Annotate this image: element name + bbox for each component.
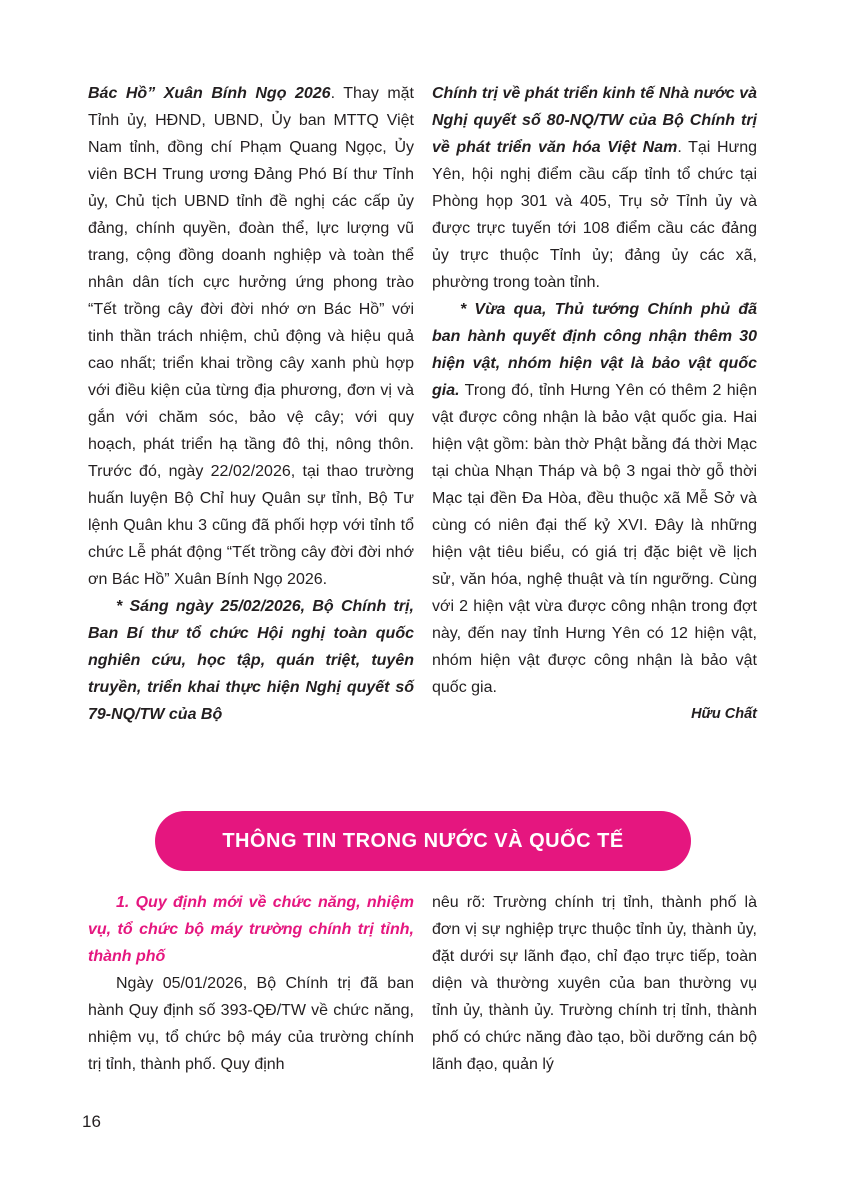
- body-text: Trong đó, tỉnh Hưng Yên có thêm 2 hiện vật được công nhận là bảo vật quốc gia. Hai hiện vật gồm: bàn thờ Phật bằng đá thời Mạc tại chùa Nhạn Tháp và bộ 3 ngai thờ gỗ thời Mạc tại đền Đa Hòa, đều thuộc xã Mễ Sở và cùng có niên đại thế kỷ XVI. Đây là những hiện vật tiêu biểu, có giá trị đặc biệt về lịch sử, văn hóa, nghệ thuật và tín ngưỡng. Cùng với 2 hiện vật vừa được công nhận trong đợt này, đến nay tỉnh Hưng Yên có 12 hiện vật, nhóm hiện vật được công nhận là bảo vật quốc gia.: [432, 382, 757, 696]
- section-header-title: THÔNG TIN TRONG NƯỚC VÀ QUỐC TẾ: [222, 829, 624, 852]
- paragraph: [432, 80, 757, 296]
- bold-italic-text: Chính trị về phát triển kinh tế Nhà nước và Nghị quyết số 80-NQ/TW của Bộ Chính trị về phát triển văn hóa Việt Nam: [432, 85, 757, 156]
- article-column-bottom-left: [88, 889, 414, 1078]
- paragraph: [88, 593, 414, 728]
- article-column-top-left: [88, 80, 414, 728]
- paragraph: nêu rõ: Trường chính trị tỉnh, thành phố là đơn vị sự nghiệp trực thuộc tỉnh ủy, thành ủy, đặt dưới sự lãnh đạo, chỉ đạo trực tiếp, toàn diện và thường xuyên của ban thường vụ tỉnh ủy, thành ủy. Trường chính trị tỉnh, thành phố có chức năng đào tạo, bồi dưỡng cán bộ lãnh đạo, quản lý: [432, 894, 757, 1073]
- body-text: . Thay mặt Tỉnh ủy, HĐND, UBND, Ủy ban MTTQ Việt Nam tỉnh, đồng chí Phạm Quang Ngọc, Ủy viên BCH Trung ương Đảng Phó Bí thư Tỉnh ủy, Chủ tịch UBND tỉnh đề nghị các cấp ủy đảng, chính quyền, đoàn thể, lực lượng vũ trang, cộng đồng doanh nghiệp và toàn thể nhân dân tích cực hưởng ứng phong trào “Tết trồng cây đời đời nhớ ơn Bác Hồ” với tinh thần trách nhiệm, chủ động và hiệu quả cao nhất; triển khai trồng cây xanh phù hợp với điều kiện của từng địa phương, đơn vị và gắn với chăm sóc, bảo vệ cây; với quy hoạch, phát triển hạ tầng đô thị, nông thôn. Trước đó, ngày 22/02/2026, tại thao trường huấn luyện Bộ Chỉ huy Quân sự tỉnh, Bộ Tư lệnh Quân khu 3 cũng đã phối hợp với tỉnh tổ chức Lễ phát động “Tết trồng cây đời đời nhớ ơn Bác Hồ” Xuân Bính Ngọ 2026.: [88, 85, 414, 588]
- article-column-top-right: [432, 80, 757, 728]
- article-column-bottom-right: [432, 889, 757, 1078]
- author-signature: Hữu Chất: [691, 706, 757, 722]
- paragraph: [432, 296, 757, 701]
- bold-italic-text: * Sáng ngày 25/02/2026, Bộ Chính trị, Ban Bí thư tổ chức Hội nghị toàn quốc nghiên cứu, học tập, quán triệt, tuyên truyền, triển khai thực hiện Nghị quyết số 79-NQ/TW của Bộ: [88, 598, 414, 723]
- page-number: 16: [82, 1112, 101, 1131]
- bold-italic-text: Bác Hồ” Xuân Bính Ngọ 2026: [88, 85, 331, 102]
- section-header-banner: [155, 811, 691, 871]
- body-text: . Tại Hưng Yên, hội nghị điểm cầu cấp tỉnh tổ chức tại Phòng họp 301 và 405, Trụ sở Tỉnh ủy và được trực tuyến tới 108 điểm cầu các đảng ủy trực thuộc Tỉnh ủy; đảng ủy các xã, phường trong toàn tỉnh.: [432, 139, 758, 291]
- subsection-heading: 1. Quy định mới về chức năng, nhiệm vụ, tổ chức bộ máy trường chính trị tỉnh, thành phố: [88, 894, 414, 965]
- paragraph: Ngày 05/01/2026, Bộ Chính trị đã ban hành Quy định số 393-QĐ/TW về chức năng, nhiệm vụ, tổ chức bộ máy của trường chính trị tỉnh, thành phố. Quy định: [88, 975, 414, 1073]
- paragraph: [88, 80, 414, 593]
- bold-italic-text: * Vừa qua, Thủ tướng Chính phủ đã ban hành quyết định công nhận thêm 30 hiện vật, nhóm hiện vật là bảo vật quốc gia.: [432, 301, 757, 399]
